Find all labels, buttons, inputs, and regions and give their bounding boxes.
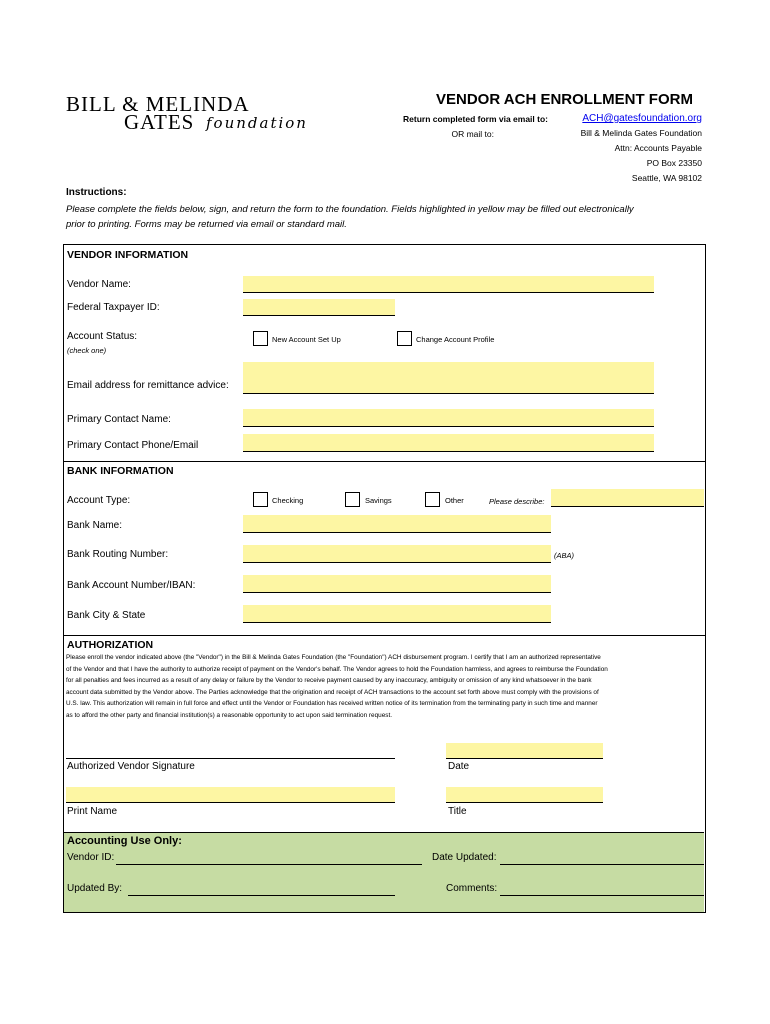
email-remittance-input[interactable] <box>243 362 654 394</box>
email-link[interactable]: ACH@gatesfoundation.org <box>582 113 702 124</box>
change-account-checkbox[interactable] <box>397 331 412 346</box>
bank-city-input[interactable] <box>243 605 551 623</box>
other-label: Other <box>445 496 464 505</box>
new-account-label: New Account Set Up <box>272 335 341 344</box>
primary-phone-label: Primary Contact Phone/Email <box>67 440 199 451</box>
routing-input[interactable] <box>243 545 551 563</box>
address-line1: Bill & Melinda Gates Foundation <box>580 128 702 138</box>
accounting-heading: Accounting Use Only: <box>67 835 182 847</box>
signature-line[interactable] <box>66 744 395 759</box>
vendor-id-input[interactable] <box>116 853 422 865</box>
vendor-name-label: Vendor Name: <box>67 279 131 290</box>
authorization-heading: AUTHORIZATION <box>67 639 154 651</box>
divider-authorization <box>63 635 705 636</box>
instructions-text-1: Please complete the fields below, sign, and return the form to the foundation. Fields highlighted in yellow may be filled out electronically <box>66 204 634 215</box>
date-updated-input[interactable] <box>500 853 704 865</box>
authorization-text <box>66 652 706 722</box>
title-input[interactable] <box>446 787 603 803</box>
date-label: Date <box>448 761 470 772</box>
logo-line3: foundation <box>206 114 308 132</box>
account-status-label: Account Status: <box>67 331 138 342</box>
return-label: Return completed form via email to: <box>403 114 548 124</box>
vendor-id-label: Vendor ID: <box>67 852 115 863</box>
aba-note: (ABA) <box>554 551 575 560</box>
bank-city-label: Bank City & State <box>67 610 146 621</box>
mail-label: OR mail to: <box>451 129 494 139</box>
change-account-label: Change Account Profile <box>416 335 495 344</box>
bank-name-input[interactable] <box>243 515 551 533</box>
print-name-label: Print Name <box>67 806 118 817</box>
comments-label: Comments: <box>446 883 498 894</box>
authorization-line: as to afford the other party and financial institution(s) a reasonable opportunity to act upon said termination request. <box>66 711 393 719</box>
account-number-label: Bank Account Number/IBAN: <box>67 580 196 591</box>
authorization-line: account data submitted by the Vendor above. The Parties acknowledge that the origination and receipt of ACH transactions to the account set forth above must comply with the provisions of <box>66 688 599 696</box>
address-line2: Attn: Accounts Payable <box>614 143 702 153</box>
logo-line1: BILL & MELINDA <box>66 92 250 116</box>
savings-checkbox[interactable] <box>345 492 360 507</box>
routing-label: Bank Routing Number: <box>67 549 169 560</box>
account-number-input[interactable] <box>243 575 551 593</box>
taxpayer-id-input[interactable] <box>243 299 395 316</box>
address-line4: Seattle, WA 98102 <box>631 173 702 183</box>
address-line3: PO Box 23350 <box>646 158 702 168</box>
bank-name-label: Bank Name: <box>67 520 123 531</box>
new-account-checkbox[interactable] <box>253 331 268 346</box>
authorization-line: of the Vendor and that I have the authority to authorize receipt of payment on the Vendor's behalf. The Vendor agrees to hold the Foundation harmless, and agrees to reimburse the Foundation <box>66 665 608 673</box>
signature-label: Authorized Vendor Signature <box>67 761 195 772</box>
authorization-line: U.S. law. This authorization will remain in full force and effect until the Vendor or Foundation has received written notice of its termination from the terminating party in such time and manner <box>66 700 598 708</box>
primary-contact-input[interactable] <box>243 409 654 427</box>
date-input[interactable] <box>446 743 603 759</box>
print-name-input[interactable] <box>66 787 395 803</box>
checking-checkbox[interactable] <box>253 492 268 507</box>
other-describe-input[interactable] <box>551 489 704 507</box>
savings-label: Savings <box>365 496 392 505</box>
authorization-line: Please enroll the vendor indicated above (the "Vendor") in the Bill & Melinda Gates Foundation (the "Foundation") ACH disbursement program. I certify that I am an authorized representative <box>66 654 601 661</box>
checking-label: Checking <box>272 496 304 505</box>
updated-by-label: Updated By: <box>67 883 123 894</box>
bank-heading: BANK INFORMATION <box>67 465 174 477</box>
form-title: VENDOR ACH ENROLLMENT FORM <box>436 91 693 108</box>
updated-by-input[interactable] <box>128 884 395 896</box>
divider-bank <box>63 461 705 462</box>
taxpayer-id-label: Federal Taxpayer ID: <box>67 302 160 313</box>
email-remittance-label: Email address for remittance advice: <box>67 380 229 391</box>
date-updated-label: Date Updated: <box>432 852 497 863</box>
account-type-label: Account Type: <box>67 495 131 506</box>
check-one-note: (check one) <box>67 346 107 355</box>
authorization-line: for all penalties and fees incurred as a result of any delay or failure by the Vendor to receive payment caused by any inaccuracy, ambiguity or omission of any kind whatsoever in the bank <box>66 677 592 685</box>
comments-input[interactable] <box>500 884 704 896</box>
vendor-heading: VENDOR INFORMATION <box>67 249 189 261</box>
please-describe-label: Please describe: <box>489 497 545 506</box>
logo-line2: GATES <box>124 110 195 134</box>
primary-phone-input[interactable] <box>243 434 654 452</box>
instructions-label: Instructions: <box>66 187 127 198</box>
other-checkbox[interactable] <box>425 492 440 507</box>
vendor-name-input[interactable] <box>243 276 654 293</box>
title-label: Title <box>448 806 467 817</box>
foundation-logo <box>66 92 326 132</box>
primary-contact-label: Primary Contact Name: <box>67 414 171 425</box>
instructions-text-2: prior to printing. Forms may be returned via email or standard mail. <box>66 219 347 230</box>
